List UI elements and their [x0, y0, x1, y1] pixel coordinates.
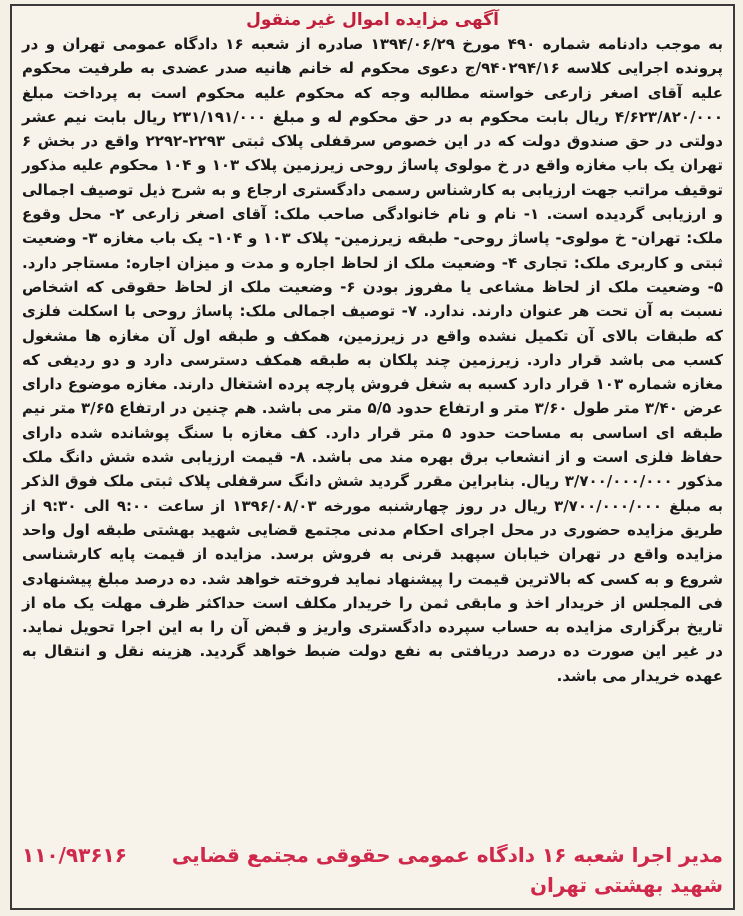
- notice-body: به موجب دادنامه شماره ۴۹۰ مورخ ۱۳۹۴/۰۶/۲۹ صادره از شعبه ۱۶ دادگاه عمومی تهران و در پرونده اجرایی کلاسه ۹۴۰۲۹۴/۱۶/ج دعوی محکوم له خانم هانیه صدر عضدی به طرفیت محکوم علیه آقای اصغر زارعی خواسته مطالبه وجه که محکوم علیه محکوم است به پرداخت مبلغ ۴/۶۲۳/۸۲۰/۰۰۰ ریال بابت محکوم به در حق محکوم له و مبلغ ۲۳۱/۱۹۱/۰۰۰ ریال بابت نیم عشر دولتی در حق صندوق دولت که در این خصوص سرقفلی پلاک ثبتی ۲۲۹۳-۲۲۹۲ واقع در بخش ۶ تهران یک باب مغازه واقع در خ مولوی پاساژ روحی زیرزمین پلاک ۱۰۳ و ۱۰۴ محکوم علیه مذکور توقیف مراتب جهت ارزیابی به کارشناس رسمی دادگستری ارجاع و به شرح ذیل توصیف اجمالی و ارزیابی گردیده است. ۱- نام و نام خانوادگی صاحب ملک: آقای اصغر زارعی ۲- محل وقوع ملک: تهران- خ مولوی- پاساژ روحی- طبقه زیرزمین- پلاک ۱۰۳ و ۱۰۴- یک باب مغازه ۳- وضعیت ثبتی و کاربری ملک: تجاری ۴- وضعیت ملک از لحاظ اجاره و مدت و میزان اجاره: مستاجر دارد. ۵- وضعیت ملک از لحاظ مشاعی یا مفروز بودن ۶- وضعیت ملک از لحاظ حقوقی که اشخاص نسبت به آن تحت هر عنوان دارند. ندارد. ۷- توصیف اجمالی ملک: پاساژ روحی با اسکلت فلزی که طبقات بالای آن تکمیل نشده واقع در زیرزمین، همکف و طبقه اول آن مغازه ها مشغول کسب می باشد قرار دارد. زیرزمین چند پلکان به طبقه همکف دسترسی دارد و دو ردیفی که مغازه شماره ۱۰۳ قرار دارد کسبه به شغل فروش پارچه پرده اشتغال دارند. مغازه موضوع دارای عرض ۳/۴۰ متر طول ۳/۶۰ متر و ارتفاع حدود ۵/۵ متر می باشد. هم چنین در ارتفاع ۳/۶۵ متر نیم طبقه ای اساسی به مساحت حدود ۵ متر قرار دارد. کف مغازه با سنگ پوشانده شده دارای حفاظ فلزی است و از انشعاب برق بهره مند می باشد. ۸- قیمت ارزیابی شده شش دانگ ملک مذکور ۳/۷۰۰/۰۰۰/۰۰۰ ریال. بنابراین مقرر گردید شش دانگ سرقفلی پلاک ثبتی ملک فوق الذکر به مبلغ ۳/۷۰۰/۰۰۰/۰۰۰ ریال در روز چهارشنبه مورخه ۱۳۹۶/۰۸/۰۳ از ساعت ۹:۰۰ الی ۹:۳۰ از طریق مزایده حضوری در محل اجرای احکام مدنی مجتمع قضایی شهید بهشتی طبقه اول واحد مزایده واقع در تهران خیابان سپهبد قرنی به فروش برسد. مزایده از قیمت پایه کارشناسی شروع و به کسی که بالاترین قیمت را پیشنهاد نماید فروخته خواهد شد. ده درصد مبلغ پیشنهادی فی المجلس از خریدار اخذ و مابقی ثمن را خریدار مکلف است حداکثر ظرف مهلت یک ماه از تاریخ برگزاری مزایده به حساب سپرده دادگستری واریز و قبض آن را به این اجرا تحویل نماید. در غیر این صورت ده درصد دریافتی به نفع دولت ضبط خواهد گردید. هزینه نقل و انتقال به عهده خریدار می باشد.: [22, 35, 724, 685]
- signature-block: [22, 840, 723, 900]
- reference-number: ۱۱۰/۹۳۶۱۶: [22, 843, 127, 867]
- signature-line-1: مدیر اجرا شعبه ۱۶ دادگاه عمومی حقوقی مجتمع قضایی: [171, 843, 723, 867]
- signature-line-2: شهید بهشتی تهران: [529, 873, 723, 897]
- notice-title: آگهی مزایده اموال غیر منقول: [246, 10, 499, 30]
- auction-notice: [10, 4, 735, 910]
